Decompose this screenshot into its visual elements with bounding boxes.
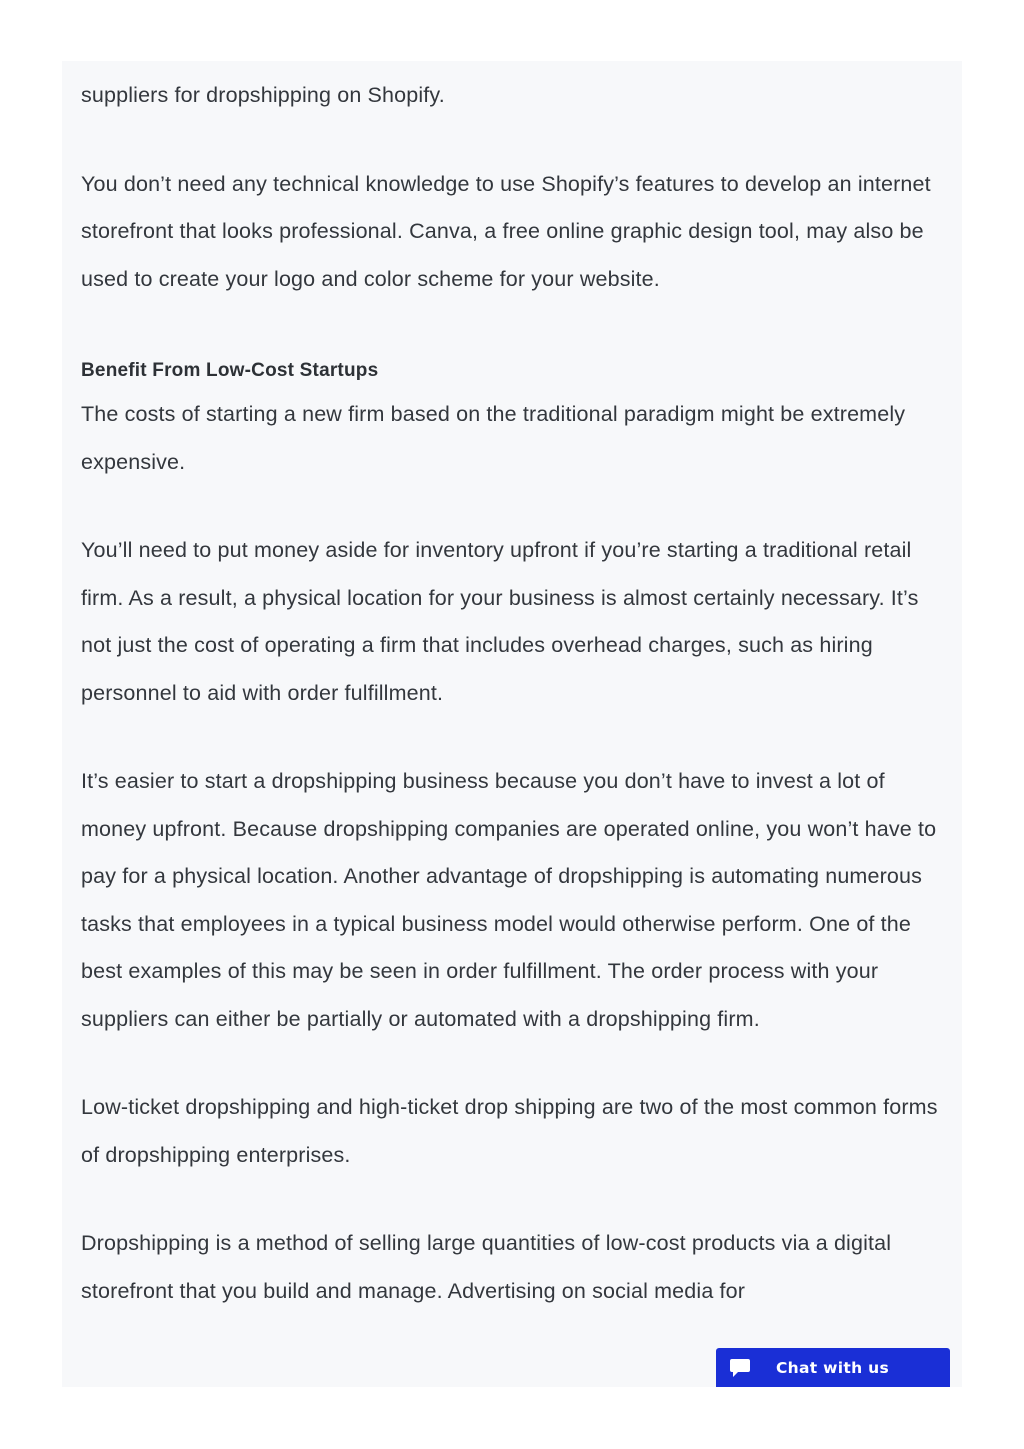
chat-widget-button[interactable] xyxy=(716,1348,950,1387)
article-paragraph: suppliers for dropshipping on Shopify. xyxy=(81,83,445,107)
article-paragraph: You don’t need any technical knowledge to use Shopify’s features to develop an internet storefront that looks professional. Canva, a free online graphic design tool, may also be used to create your logo and color scheme for your website. xyxy=(81,171,931,291)
article-paragraph: You’ll need to put money aside for inventory upfront if you’re starting a traditional retail firm. As a result, a physical location for your business is almost certainly necessary. It’s not just the cost of operating a firm that includes overhead charges, such as hiring personnel to aid with order fulfillment. xyxy=(81,538,919,705)
article-content xyxy=(81,61,943,1315)
chat-label: Chat with us xyxy=(776,1358,890,1377)
article-paragraph: The costs of starting a new firm based on the traditional paradigm might be extremely expensive. xyxy=(81,402,906,474)
article-body xyxy=(62,61,962,1387)
chat-bubble-icon xyxy=(716,1348,764,1387)
article-paragraph: Low-ticket dropshipping and high-ticket drop shipping are two of the most common forms of dropshipping enterprises. xyxy=(81,1095,938,1167)
article-paragraph: It’s easier to start a dropshipping business because you don’t have to invest a lot of money upfront. Because dropshipping companies are operated online, you won’t have to pay for a physical location. Another advantage of dropshipping is automating numerous tasks that employees in a typical business model would otherwise perform. One of the best examples of this may be seen in order fulfillment. The order process with your suppliers can either be partially or automated with a dropshipping firm. xyxy=(81,769,937,1031)
section-heading: Benefit From Low-Cost Startups xyxy=(81,360,379,381)
article-paragraph: Dropshipping is a method of selling large quantities of low-cost products via a digital storefront that you build and manage. Advertising on social media for xyxy=(81,1231,892,1303)
